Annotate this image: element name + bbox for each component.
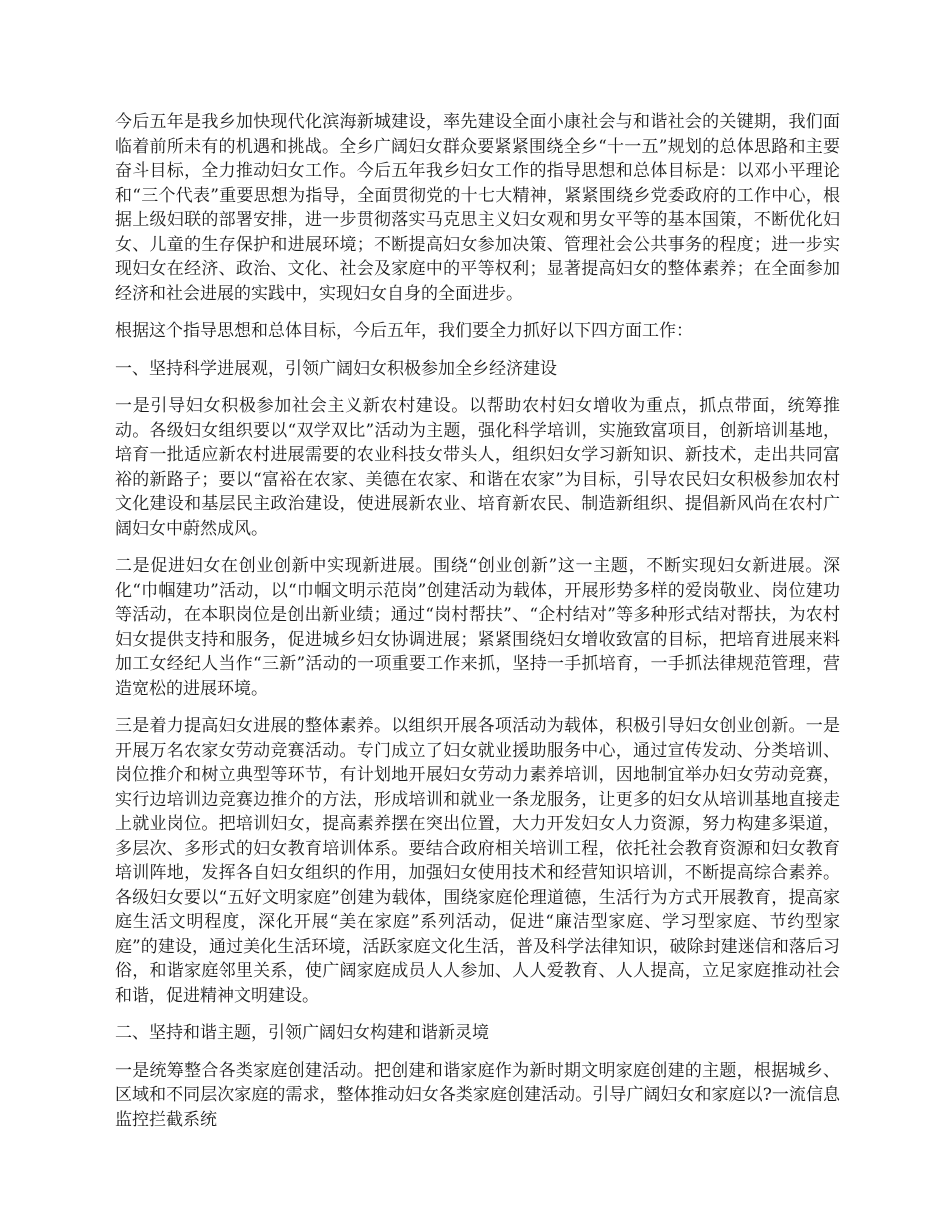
paragraph-item-1: 一是引导妇女积极参加社会主义新农村建设。以帮助农村妇女增收为重点，抓点带面，统筹推动。各级妇女组织要以“双学双比”活动为主题，强化科学培训，实施致富项目，创新培训基地，培育一批适应新农村进展需要的农业科技女带头人，组织妇女学习新知识、新技术，走出共同富裕的新路子；要以“富裕在农家、美德在农家、和谐在农家”为目标，引导农民妇女积极参加农村文化建设和基层民主政治建设，使进展新农业、培育新农民、制造新组织、提倡新风尚在农村广阔妇女中蔚然成风。 [115, 396, 840, 539]
paragraph-item-4: 一是统筹整合各类家庭创建活动。把创建和谐家庭作为新时期文明家庭创建的主题，根据城乡、区域和不同层次家庭的需求，整体推动妇女各类家庭创建活动。引导广阔妇女和家庭以?一流信息监控拦截系统 [115, 1060, 840, 1130]
paragraph-item-3: 三是着力提高妇女进展的整体素养。以组织开展各项活动为载体，积极引导妇女创业创新。一是开展万名农家女劳动竞赛活动。专门成立了妇女就业援助服务中心，通过宣传发动、分类培训、岗位推介和树立典型等环节，有计划地开展妇女劳动力素养培训，因地制宜举办妇女劳动竞赛，实行边培训边竞赛边推介的方法，形成培训和就业一条龙服务，让更多的妇女从培训基地直接走上就业岗位。把培训妇女，提高素养摆在突出位置，大力开发妇女人力资源，努力构建多渠道，多层次、多形式的妇女教育培训体系。要结合政府相关培训工程，依托社会教育资源和妇女教育培训阵地，发挥各自妇女组织的作用，加强妇女使用技术和经营知识培训，不断提高综合素养。各级妇女要以“五好文明家庭”创建为载体，围绕家庭伦理道德，生活行为方式开展教育，提高家庭生活文明程度，深化开展“美在家庭”系列活动，促进“廉洁型家庭、学习型家庭、节约型家庭”的建设，通过美化生活环境，活跃家庭文化生活，普及科学法律知识，破除封建迷信和落后习俗，和谐家庭邻里关系，使广阔家庭成员人人参加、人人爱教育、人人提高，立足家庭推动社会和谐，促进精神文明建设。 [115, 716, 840, 1006]
document-body [115, 110, 840, 1145]
paragraph-item-2: 二是促进妇女在创业创新中实现新进展。围绕“创业创新”这一主题，不断实现妇女新进展。深化“巾帼建功”活动，以“巾帼文明示范岗”创建活动为载体，开展形势多样的爱岗敬业、岗位建功等活动，在本职岗位是创出新业绩；通过“岗村帮扶”、“企村结对”等多种形式结对帮扶，为农村妇女提供支持和服务，促进城乡妇女协调进展；紧紧围绕妇女增收致富的目标，把培育进展来料加工女经纪人当作“三新”活动的一项重要工作来抓，坚持一手抓培育，一手抓法律规范管理，营造宽松的进展环境。 [115, 556, 840, 699]
paragraph-intro: 今后五年是我乡加快现代化滨海新城建设，率先建设全面小康社会与和谐社会的关键期，我们面临着前所未有的机遇和挑战。全乡广阔妇女群众要紧紧围绕全乡“十一五”规划的总体思路和主要奋斗目标，全力推动妇女工作。今后五年我乡妇女工作的指导思想和总体目标是：以邓小平理论和“三个代表”重要思想为指导，全面贯彻党的十七大精神，紧紧围绕乡党委政府的工作中心，根据上级妇联的部署安排，进一步贯彻落实马克思主义妇女观和男女平等的基本国策，不断优化妇女、儿童的生存保护和进展环境；不断提高妇女参加决策、管理社会公共事务的程度；进一步实现妇女在经济、政治、文化、社会及家庭中的平等权利；显著提高妇女的整体素养；在全面参加经济和社会进展的实践中，实现妇女自身的全面进步。 [115, 112, 840, 304]
paragraph-overview: 根据这个指导思想和总体目标，今后五年，我们要全力抓好以下四方面工作： [115, 321, 693, 341]
section-heading-2: 二、坚持和谐主题，引领广阔妇女构建和谐新灵境 [115, 1023, 489, 1043]
section-heading-1: 一、坚持科学进展观，引领广阔妇女积极参加全乡经济建设 [115, 358, 557, 379]
